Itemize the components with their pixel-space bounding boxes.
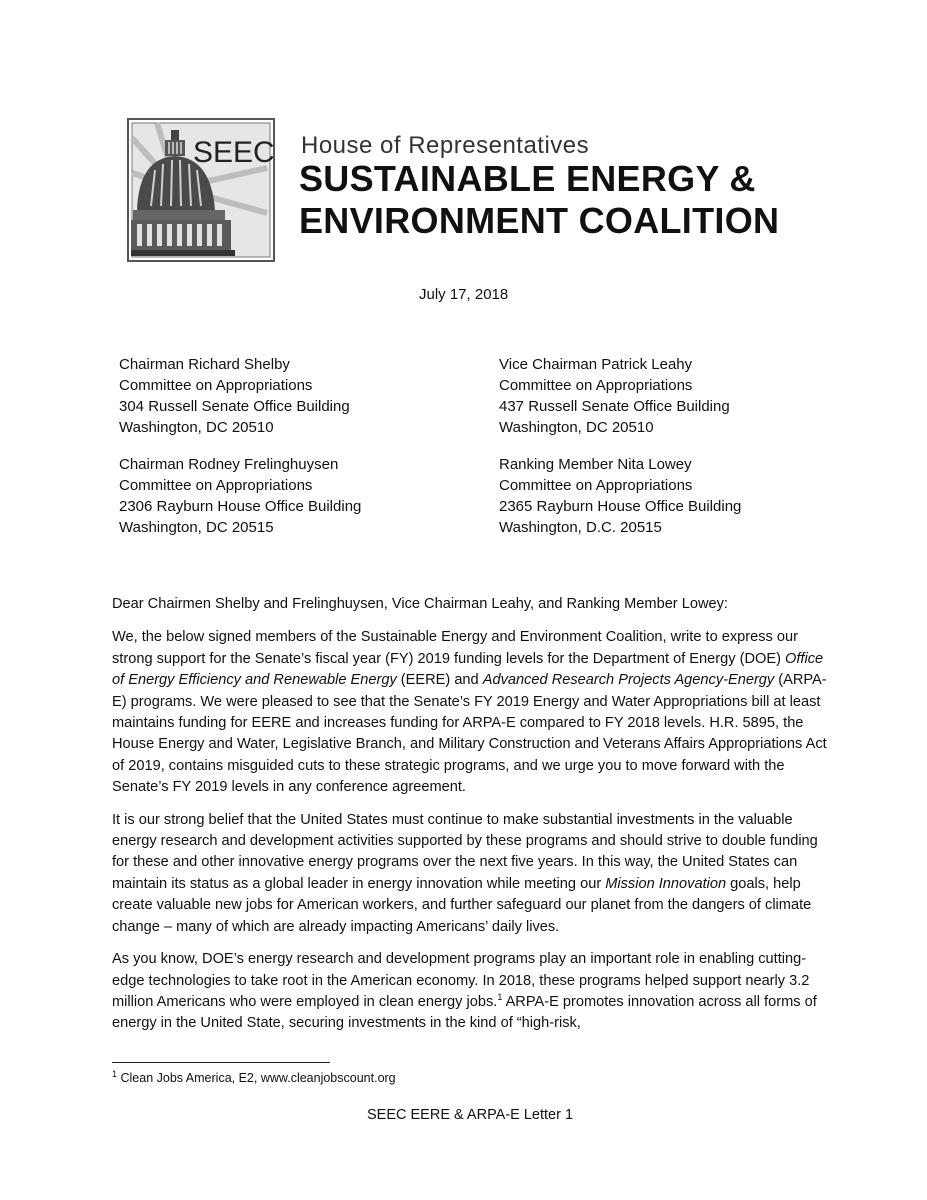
letterhead-coalition-name xyxy=(299,158,779,242)
addressee-line: 2306 Rayburn House Office Building xyxy=(119,498,362,515)
addressee-line: Washington, DC 20510 xyxy=(119,419,274,436)
addressee-line: Chairman Richard Shelby xyxy=(119,356,290,373)
letter-date: July 17, 2018 xyxy=(419,286,509,303)
text-run: goals, help create valuable new jobs for American workers, and further safeguard our planet from the dangers of climate change – many of which are already impacting Americans’ daily lives. xyxy=(112,875,812,935)
letterhead-name-line1: SUSTAINABLE ENERGY & xyxy=(299,158,756,199)
addressee-line: Committee on Appropriations xyxy=(119,377,313,394)
italic-eere: Office of Energy Efficiency and Renewable Energy xyxy=(112,650,824,689)
addressee-line: Ranking Member Nita Lowey xyxy=(499,456,692,473)
text-run: We, the below signed members of the Sustainable Energy and Environment Coalition, write to express our strong support for the Senate’s fiscal year (FY) 2019 funding levels for the Department of Energy (DOE) xyxy=(112,629,798,667)
addressee-line: Washington, D.C. 20515 xyxy=(499,519,662,536)
addressee-leahy xyxy=(499,354,730,438)
addressee-line: Washington, DC 20510 xyxy=(499,419,654,436)
letter-body xyxy=(112,594,832,1046)
addressee-line: Chairman Rodney Frelinghuysen xyxy=(119,456,339,473)
letterhead-name-line2: ENVIRONMENT COALITION xyxy=(299,200,780,241)
addressee-line: 304 Russell Senate Office Building xyxy=(119,398,350,415)
footnote xyxy=(112,1068,396,1085)
addressee-frelinghuysen xyxy=(119,454,361,538)
addressee-lowey xyxy=(499,454,741,538)
addressee-line: Washington, DC 20515 xyxy=(119,519,274,536)
text-run: As you know, DOE’s energy research and development programs play an important role in enabling cutting-edge technologies to take root in the American economy. In 2018, these programs helped support nearly 3.2 million Americans who were employed in clean energy jobs. xyxy=(112,951,810,1010)
footnote-mark: 1 xyxy=(112,1068,118,1079)
letterhead-organization: House of Representatives xyxy=(301,132,590,159)
italic-mission-innovation: Mission Innovation xyxy=(605,875,727,892)
footnote-reference: 1 xyxy=(497,992,503,1003)
paragraph-3 xyxy=(112,949,832,1035)
addressee-line: 437 Russell Senate Office Building xyxy=(499,398,730,415)
italic-arpa-e: Advanced Research Projects Agency-Energy xyxy=(482,672,775,689)
logo-text: SEEC xyxy=(193,136,275,169)
paragraph-2 xyxy=(112,810,832,938)
footnote-divider xyxy=(112,1062,330,1063)
addressee-line: Committee on Appropriations xyxy=(499,377,693,394)
addressee-line: Vice Chairman Patrick Leahy xyxy=(499,356,693,373)
addressee-line: 2365 Rayburn House Office Building xyxy=(499,498,742,515)
text-run: It is our strong belief that the United States must continue to make substantial investments in the valuable energy research and development activities supported by these programs and should strive to double funding for these and other innovative energy programs over the next five years. In this way, the United States can maintain its status as a global leader in energy innovation while meeting our xyxy=(112,811,818,892)
addressee-shelby xyxy=(119,354,350,438)
text-run: (EERE) and xyxy=(396,672,483,689)
addressee-line: Committee on Appropriations xyxy=(119,477,313,494)
footnote-text: Clean Jobs America, E2, www.cleanjobscount.org xyxy=(117,1071,396,1085)
text-run: ARPA-E promotes innovation across all forms of energy in the United State, securing investments in the kind of “high-risk, xyxy=(112,993,817,1032)
seec-capitol-logo xyxy=(127,118,275,262)
salutation: Dear Chairmen Shelby and Frelinghuysen, Vice Chairman Leahy, and Ranking Member Lowey: xyxy=(112,596,728,612)
addressee-line: Committee on Appropriations xyxy=(499,477,693,494)
paragraph-1 xyxy=(112,627,832,798)
page-footer: SEEC EERE & ARPA-E Letter 1 xyxy=(367,1107,574,1123)
text-run: (ARPA-E) programs. We were pleased to see that the Senate’s FY 2019 Energy and Water Appropriations bill at least maintains funding for EERE and increases funding for ARPA-E compared to FY 2018 levels. H.R. 5895, the House Energy and Water, Legislative Branch, and Military Construction and Veterans Affairs Appropriations Act of 2019, contains misguided cuts to these strategic programs, and we urge you to move forward with the Senate’s FY 2019 levels in any conference agreement. xyxy=(112,672,827,796)
